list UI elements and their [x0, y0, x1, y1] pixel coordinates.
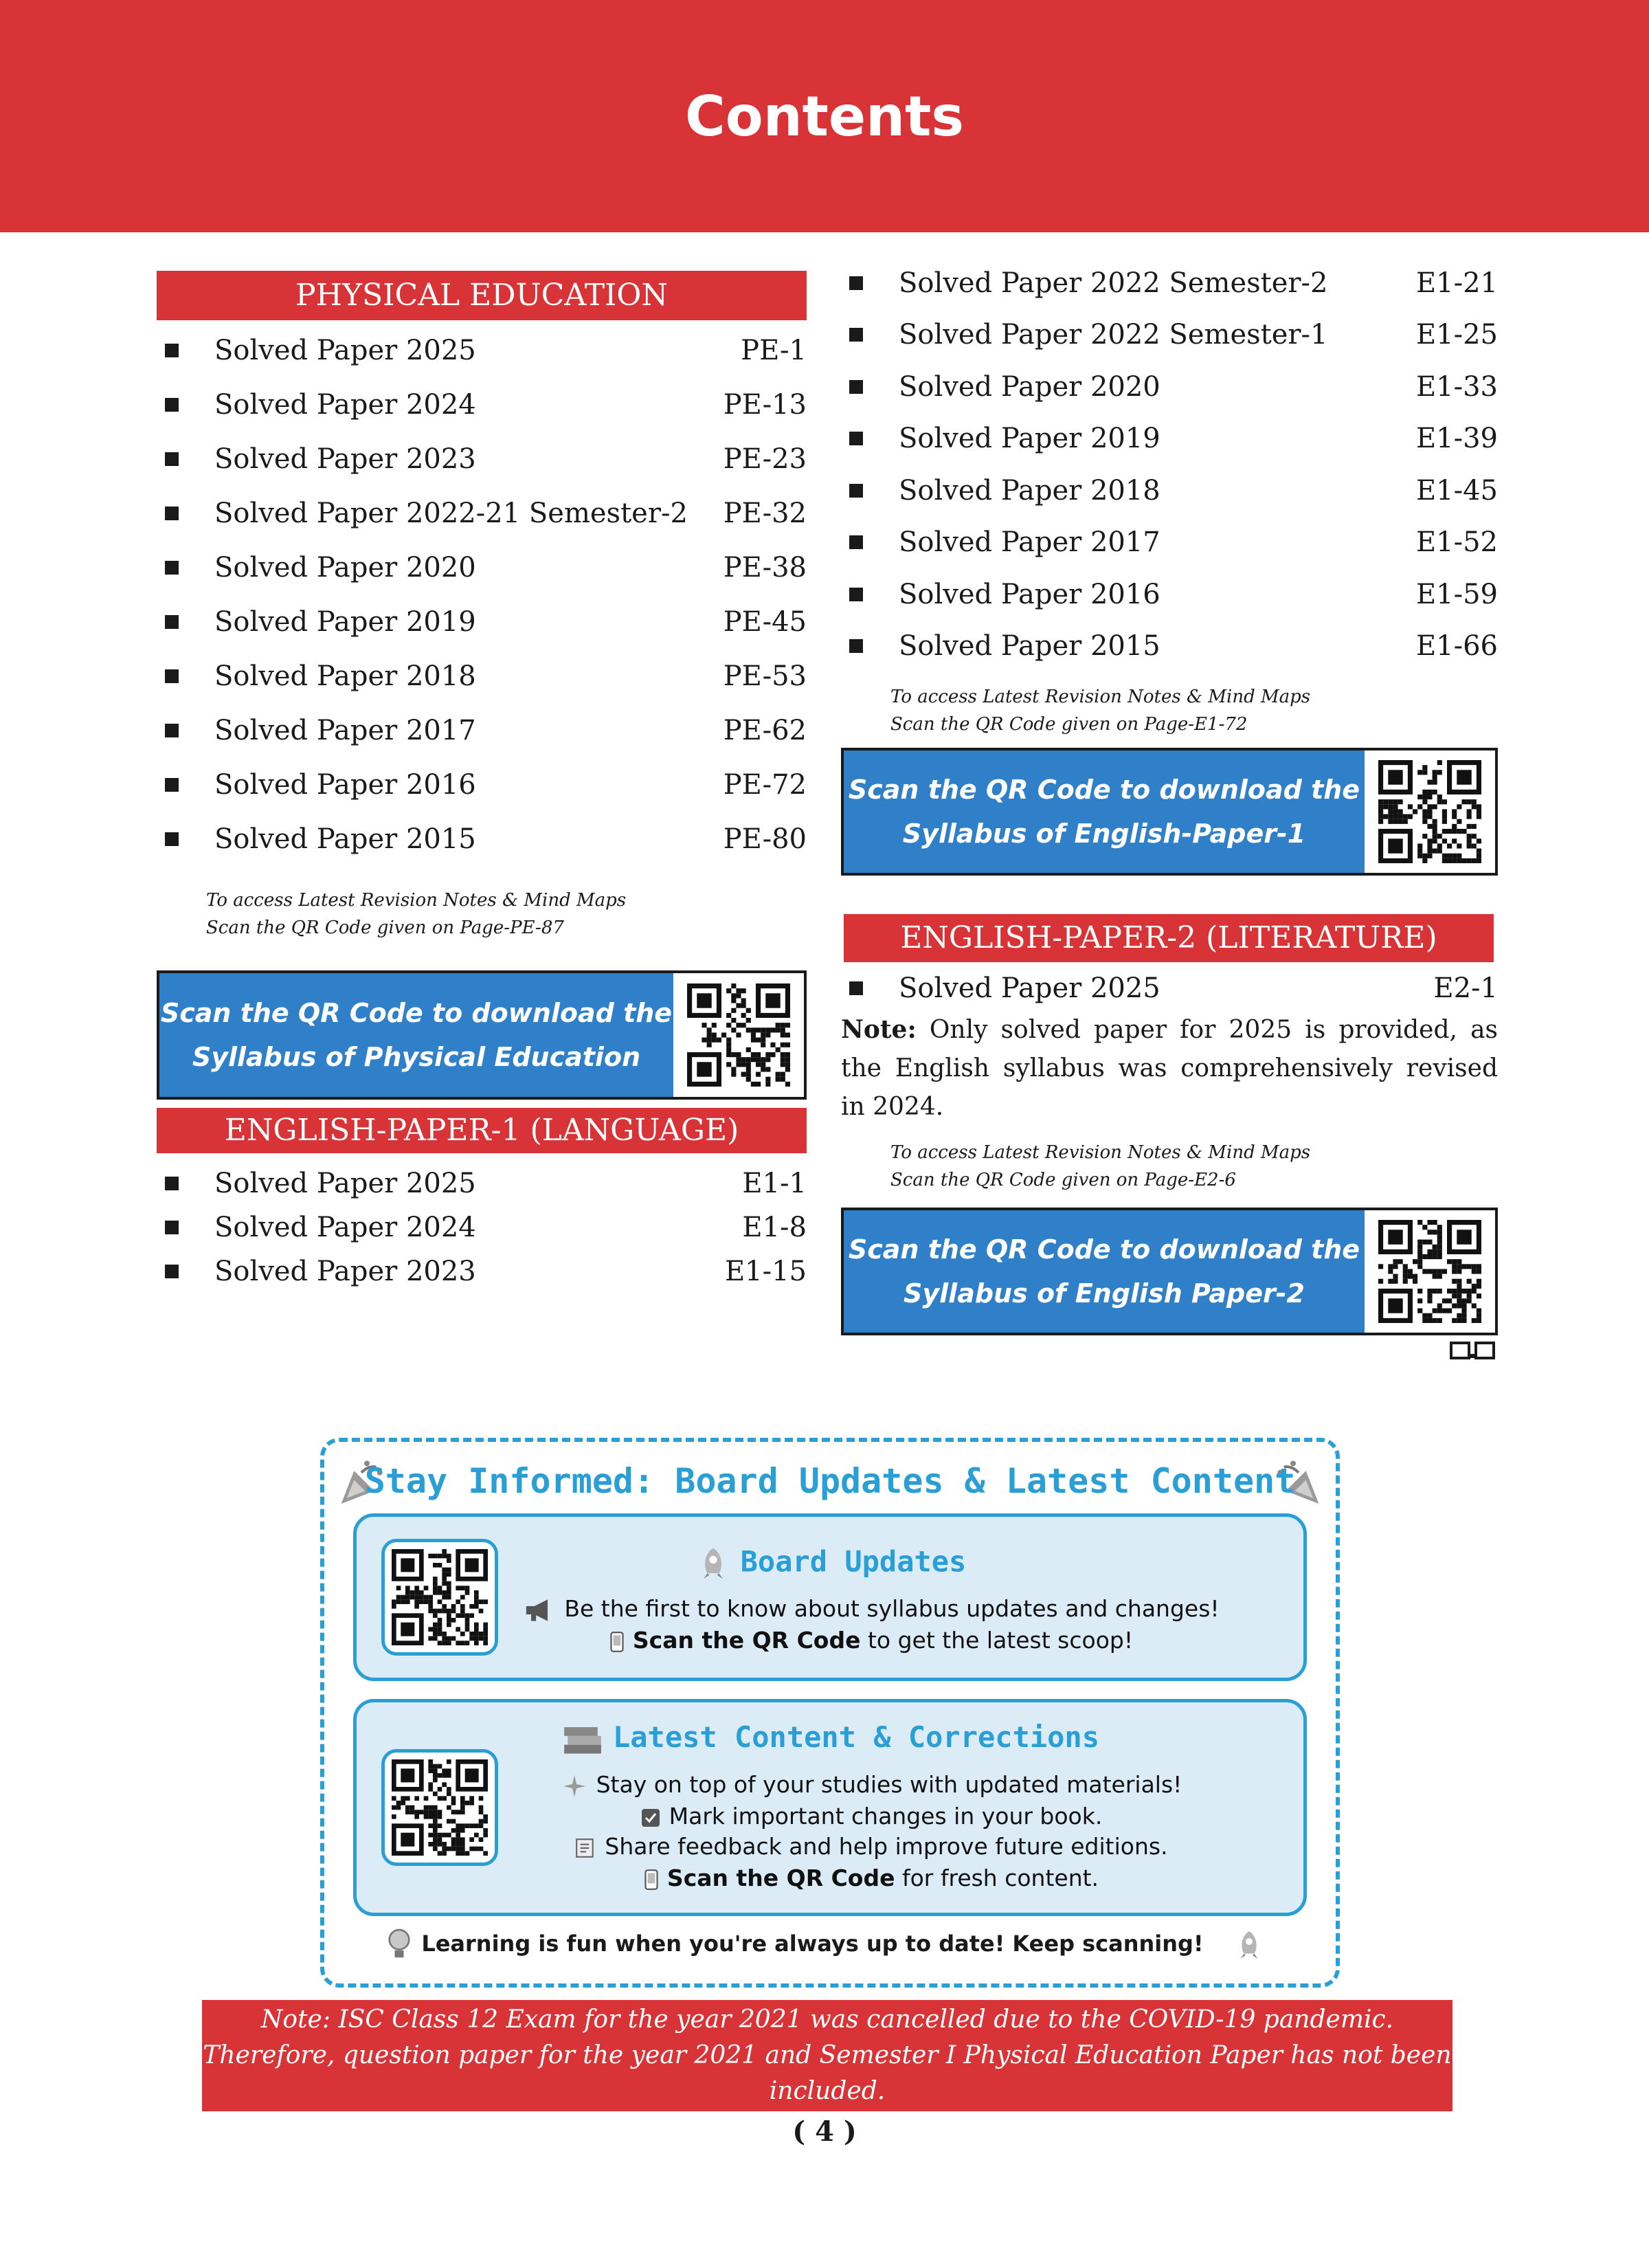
list-item[interactable]: Solved Paper 2016 PE-72 — [157, 757, 807, 812]
rocket-icon — [1232, 1928, 1266, 1962]
stay-informed-box — [320, 1438, 1340, 1988]
section-heading-english-paper-1: ENGLISH-PAPER-1 (LANGUAGE) — [157, 1108, 807, 1153]
board-updates-heading: Board Updates — [357, 1544, 1303, 1583]
board-updates-line-1: Be the first to know about syllabus updates and changes! — [357, 1595, 1303, 1623]
list-item[interactable]: Solved Paper 2018 E1-45 — [841, 465, 1498, 517]
english1-list-left — [157, 1161, 807, 1293]
list-item[interactable]: Solved Paper 2024 PE-13 — [157, 377, 807, 432]
board-updates-line-2: Scan the QR Code to get the latest scoop! — [357, 1627, 1303, 1654]
megaphone-icon — [523, 1598, 556, 1623]
latest-content-line-2: Mark important changes in your book. — [357, 1803, 1303, 1830]
list-item[interactable]: Solved Paper 2019 E1-39 — [841, 413, 1498, 465]
list-item[interactable]: Solved Paper 2020 E1-33 — [841, 361, 1498, 413]
list-item[interactable]: Solved Paper 2022 Semester-1 E1-25 — [841, 309, 1498, 362]
latest-content-line-3: Share feedback and help improve future editions. — [357, 1833, 1303, 1860]
latest-content-line-4: Scan the QR Code for fresh content. — [357, 1865, 1303, 1891]
bullet-icon — [849, 535, 863, 549]
checkbox-icon — [640, 1808, 661, 1828]
latest-content-panel — [353, 1699, 1307, 1916]
english2-access-note: To access Latest Revision Notes & Mind Maps Scan the QR Code given on Page-E2-6 — [890, 1142, 1311, 1190]
english2-syllabus-qr-box[interactable] — [841, 1208, 1498, 1335]
list-item[interactable]: Solved Paper 2015 PE-80 — [157, 812, 807, 866]
english2-list — [841, 966, 1498, 1010]
qr-box-text: Scan the QR Code to download the Syllabus of English-Paper-1 — [844, 751, 1365, 873]
bullet-icon — [165, 669, 179, 683]
memo-icon — [574, 1837, 596, 1859]
english1-access-note: To access Latest Revision Notes & Mind Maps Scan the QR Code given on Page-E1-72 — [890, 687, 1311, 735]
qr-box-text: Scan the QR Code to download the Syllabus of Physical Education — [159, 973, 673, 1097]
qr-box-text: Scan the QR Code to download the Syllabus of English Paper-2 — [844, 1210, 1365, 1333]
list-item[interactable]: Solved Paper 2022-21 Semester-2 PE-32 — [157, 486, 807, 540]
list-item[interactable]: Solved Paper 2015 E1-66 — [841, 621, 1498, 673]
qr-code-icon[interactable] — [673, 973, 804, 1097]
bullet-icon — [849, 981, 863, 995]
right-column — [841, 257, 1498, 1335]
phone-icon — [644, 1869, 659, 1891]
lightbulb-icon — [385, 1927, 413, 1963]
covid-note: Note: ISC Class 12 Exam for the year 2021 was cancelled due to the COVID-19 pandemic. Therefore, question paper for the year 2021 and Semester I Physical Education Paper has not been included. — [202, 2000, 1452, 2111]
latest-content-heading: Latest Content & Corrections — [357, 1720, 1303, 1757]
bullet-icon — [165, 561, 179, 575]
phone-icon — [609, 1631, 625, 1653]
rocket-icon — [694, 1544, 732, 1583]
list-item[interactable]: Solved Paper 2020 PE-38 — [157, 540, 807, 594]
bullet-icon — [849, 432, 863, 445]
list-item[interactable]: Solved Paper 2023 PE-23 — [157, 432, 807, 486]
list-item[interactable]: Solved Paper 2024 E1-8 — [157, 1205, 807, 1249]
bullet-icon — [165, 1221, 179, 1234]
board-updates-panel — [353, 1513, 1307, 1681]
sparkles-icon — [561, 1772, 588, 1800]
bullet-icon — [849, 380, 863, 394]
section-heading-english-paper-2: ENGLISH-PAPER-2 (LITERATURE) — [844, 914, 1494, 962]
end-mark-icon — [1450, 1340, 1498, 1361]
list-item[interactable]: Solved Paper 2016 E1-59 — [841, 568, 1498, 621]
list-item[interactable]: Solved Paper 2025 E2-1 — [841, 966, 1498, 1010]
list-item[interactable]: Solved Paper 2025 E1-1 — [157, 1161, 807, 1205]
bullet-icon — [849, 484, 863, 498]
list-item[interactable]: Solved Paper 2025 PE-1 — [157, 323, 807, 377]
pe-list — [157, 323, 807, 866]
latest-content-line-1: Stay on top of your studies with updated materials! — [357, 1771, 1303, 1800]
bullet-icon — [849, 328, 863, 342]
bullet-icon — [165, 724, 179, 737]
section-heading-physical-education: PHYSICAL EDUCATION — [157, 271, 807, 320]
bullet-icon — [849, 639, 863, 653]
bullet-icon — [165, 615, 179, 629]
qr-code-icon — [1378, 1220, 1481, 1323]
qr-code-icon — [1378, 760, 1481, 863]
bullet-icon — [165, 344, 179, 357]
bullet-icon — [165, 452, 179, 466]
page-title: Contents — [685, 84, 964, 148]
qr-code-icon[interactable] — [1365, 1210, 1495, 1333]
books-icon — [561, 1722, 605, 1757]
left-column — [157, 271, 807, 1293]
list-item[interactable]: Solved Paper 2023 E1-15 — [157, 1249, 807, 1293]
list-item[interactable]: Solved Paper 2017 E1-52 — [841, 517, 1498, 569]
qr-code-icon[interactable] — [1365, 751, 1495, 873]
list-item[interactable]: Solved Paper 2017 PE-62 — [157, 703, 807, 757]
bullet-icon — [165, 832, 179, 846]
bullet-icon — [165, 398, 179, 412]
pe-access-note: To access Latest Revision Notes & Mind Maps Scan the QR Code given on Page-PE-87 — [206, 890, 627, 938]
qr-code-icon — [687, 983, 790, 1087]
list-item[interactable]: Solved Paper 2019 PE-45 — [157, 594, 807, 649]
stay-informed-title: Stay Informed: Board Updates & Latest Content — [364, 1461, 1296, 1501]
english1-syllabus-qr-box[interactable] — [841, 748, 1498, 876]
bullet-icon — [165, 1177, 179, 1190]
pe-syllabus-qr-box[interactable] — [157, 970, 807, 1100]
bullet-icon — [849, 276, 863, 290]
header-banner — [0, 0, 1649, 232]
english2-note: Note: Only solved paper for 2025 is provided, as the English syllabus was comprehensively revised in 2024. — [841, 1015, 1499, 1121]
english1-list-right — [841, 257, 1498, 672]
bullet-icon — [165, 507, 179, 520]
page-number: ( 4 ) — [792, 2115, 857, 2148]
bullet-icon — [165, 1265, 179, 1278]
learning-footer: Learning is fun when you're always up to date! Keep scanning! — [324, 1927, 1336, 1963]
list-item[interactable]: Solved Paper 2022 Semester-2 E1-21 — [841, 257, 1498, 309]
bullet-icon — [165, 778, 179, 792]
list-item[interactable]: Solved Paper 2018 PE-53 — [157, 649, 807, 703]
bullet-icon — [849, 588, 863, 601]
